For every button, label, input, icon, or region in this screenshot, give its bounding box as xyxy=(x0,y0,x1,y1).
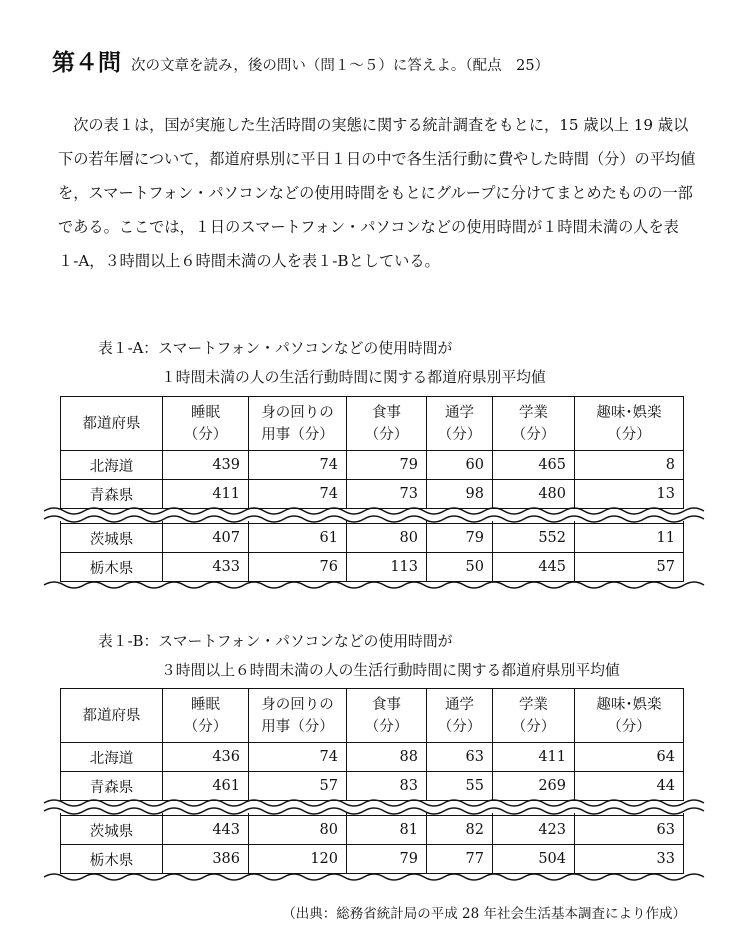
table-a-caption-1: 表１-A：スマートフォン・パソコンなどの使用時間が xyxy=(98,340,453,357)
table-row: 北海道 436 74 88 63 411 64 xyxy=(61,743,684,772)
header-hobbies: 趣味･娯楽 （分） xyxy=(575,397,684,451)
question-heading xyxy=(52,44,549,77)
source-citation: （出典：総務省統計局の平成 28 年社会生活基本調査により作成） xyxy=(282,906,686,922)
header-study: 学業 （分） xyxy=(493,397,575,451)
header-commute: 通学 （分） xyxy=(427,689,493,743)
passage-text: 次の表１は，国が実施した生活時間の実態に関する統計調査をもとに，15 歳以上 19 歳以下の若年層について，都道府県別に平日１日の中で各生活行動に費やした時間（分）の平均値を，スマートフォン・パソコンなどの使用時間をもとにグループに分けてまとめたものの一部である。ここでは，１日のスマートフォン・パソコンなどの使用時間が１時間未満の人を表１-A，３時間以上６時間未満の人を表１-Bとしている。 xyxy=(58,116,696,270)
header-commute: 通学 （分） xyxy=(427,397,493,451)
header-meals: 食事 （分） xyxy=(347,397,427,451)
table-omission-gap xyxy=(61,509,684,524)
table-row: 茨城県 443 80 81 82 423 63 xyxy=(61,816,684,845)
question-number: 第４問 xyxy=(52,50,121,76)
header-prefecture: 都道府県 xyxy=(61,689,163,743)
table-a xyxy=(60,396,684,582)
table-b-header-row xyxy=(61,689,684,743)
header-hobbies: 趣味･娯楽 （分） xyxy=(575,689,684,743)
table-a-header-row xyxy=(61,397,684,451)
header-meals: 食事 （分） xyxy=(347,689,427,743)
table-b xyxy=(60,688,684,874)
table-omission-gap xyxy=(61,801,684,816)
passage xyxy=(58,108,698,278)
table-a-caption-2: １時間未満の人の生活行動時間に関する都道府県別平均値 xyxy=(161,369,546,386)
header-personal-care: 身の回りの 用事（分） xyxy=(249,397,347,451)
table-row: 青森県 411 74 73 98 480 13 xyxy=(61,480,684,509)
header-prefecture: 都道府県 xyxy=(61,397,163,451)
table-row: 青森県 461 57 83 55 269 44 xyxy=(61,772,684,801)
table-b-caption-2: ３時間以上６時間未満の人の生活行動時間に関する都道府県別平均値 xyxy=(161,662,620,679)
table-row: 栃木県 386 120 79 77 504 33 xyxy=(61,845,684,874)
table-row: 茨城県 407 61 80 79 552 11 xyxy=(61,524,684,553)
table-row: 北海道 439 74 79 60 465 8 xyxy=(61,451,684,480)
header-study: 学業 （分） xyxy=(493,689,575,743)
header-personal-care: 身の回りの 用事（分） xyxy=(249,689,347,743)
header-sleep: 睡眠 （分） xyxy=(163,397,249,451)
table-row: 栃木県 433 76 113 50 445 57 xyxy=(61,553,684,582)
header-sleep: 睡眠 （分） xyxy=(163,689,249,743)
table-b-caption-1: 表１-B：スマートフォン・パソコンなどの使用時間が xyxy=(98,633,453,650)
question-instruction: 次の文章を読み，後の問い（問１～５）に答えよ。（配点 25） xyxy=(131,58,550,74)
